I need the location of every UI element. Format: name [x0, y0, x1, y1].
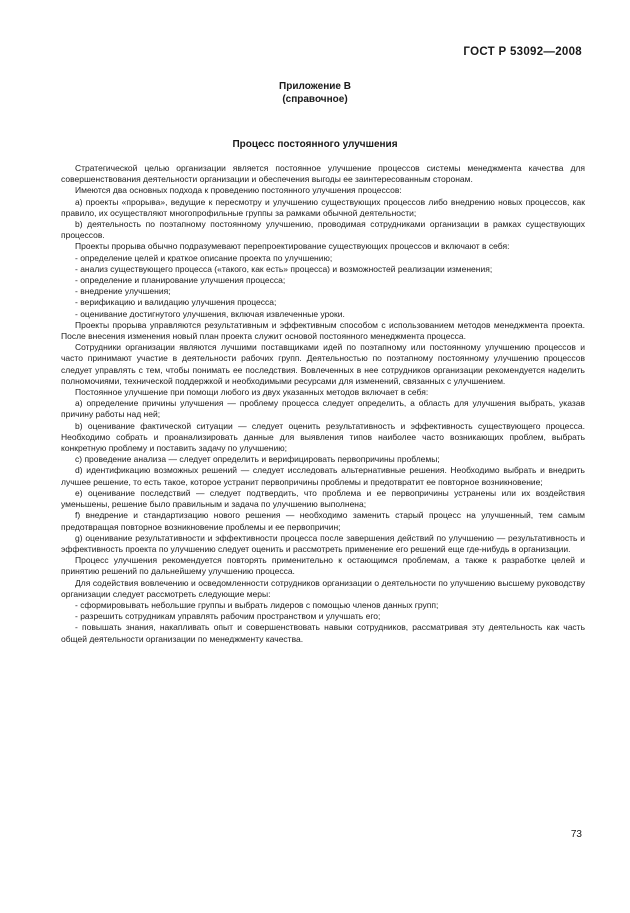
list-item: - разрешить сотрудникам управлять рабочим пространством и улучшать его;: [75, 611, 381, 622]
list-item: - повышать знания, накапливать опыт и совершенствовать навыки сотрудников, рассматривая эту деятельность как часть общей деятельности организации по менеджменту качества.: [61, 622, 585, 644]
list-item: - определение целей и краткое описание проекта по улучшению;: [75, 252, 333, 263]
list-item: - анализ существующего процесса («такого, как есть» процесса) и возможностей реализации изменения;: [75, 263, 493, 274]
paragraph: Проекты прорыва управляются результативным и эффективным способом с использованием методов менеджмента проекта. После внесения изменения новый план проекта служит основой постоянного менеджмента процесса.: [61, 319, 585, 342]
list-item: a) определение причины улучшения — проблему процесса следует определить, а область для улучшения выбрать, указав причину работы над ней;: [61, 398, 585, 420]
appendix-heading: [0, 80, 630, 106]
list-item: - внедрение улучшения;: [75, 286, 171, 297]
paragraph: Имеются два основных подхода к проведению постоянного улучшения процессов:: [75, 185, 402, 196]
list-item: - верификацию и валидацию улучшения процесса;: [75, 297, 277, 308]
list-item: b) оценивание фактической ситуации — следует оценить результативность и эффективность существующего процесса. Необходимо собрать и проанализировать данные для выявления типов наиболее часто возникающих проблем, выбрать конкретную проблему и поставить задачу по улучшению;: [61, 420, 585, 454]
section-title: Процесс постоянного улучшения: [232, 139, 398, 150]
appendix-type: (справочное): [282, 94, 348, 105]
list-item: g) оценивание результативности и эффективности процесса после завершения действий по улучшению — результативность и эффективность проекта по улучшению следует оценить и рассмотреть применение его решений еще где-нибудь в организации.: [61, 532, 585, 554]
list-item: - оценивание достигнутого улучшения, включая извлеченные уроки.: [75, 308, 345, 319]
list-item: - определение и планирование улучшения процесса;: [75, 275, 286, 286]
list-item: d) идентификацию возможных решений — следует исследовать альтернативные решения. Необходимо выбрать и внедрить лучшее решение, то есть такое, которое устранит первопричины проблемы и предотвратит ее повторное возникновение;: [61, 465, 585, 487]
paragraph: Постоянное улучшение при помощи любого из двух указанных методов включает в себя:: [75, 387, 429, 398]
list-item: f) внедрение и стандартизацию нового решения — необходимо заменить старый процесс на улучшенный, тем самым предотвращая повторное возникновение проблемы и ее первопричин;: [61, 510, 585, 532]
list-item: e) оценивание последствий — следует подтвердить, что проблема и ее первопричины устранены или их воздействия уменьшены, решение было правильным и задача по улучшению выполнена;: [61, 487, 585, 510]
list-item: b) деятельность по поэтапному постоянному улучшению, проводимая сотрудниками организации в рамках существующих процессов.: [61, 219, 585, 241]
standard-code: ГОСТ Р 53092—2008: [463, 46, 582, 58]
paragraph: Сотрудники организации являются лучшими поставщиками идей по поэтапному или постоянному улучшению процессов и часто принимают участие в деятельности рабочих групп. Деятельностью по поэтапному постоянному улучшению процессов следует управлять с тем, чтобы понимать ее последствия. Вовлеченных в нее сотрудников организации рекомендуется наделить полномочиями, технической поддержкой и необходимыми ресурсами для изменений, связанных с улучшением.: [61, 342, 585, 386]
paragraph: Проекты прорыва обычно подразумевают перепроектирование существующих процессов и включают в себя:: [75, 241, 510, 252]
appendix-label: Приложение В: [279, 81, 351, 92]
paragraph: Стратегической целью организации является постоянное улучшение процессов системы менеджмента качества для совершенствования деятельности организации и обеспечения выгоды ее заинтересованным сторонам.: [61, 163, 585, 185]
document-body: [61, 163, 585, 645]
list-item: - сформировывать небольшие группы и выбрать лидеров с помощью членов данных групп;: [75, 599, 439, 610]
page-number: 73: [570, 829, 582, 840]
paragraph: Процесс улучшения рекомендуется повторять применительно к остающимся проблемам, а также к разработке целей и принятию решений по дальнейшему улучшению процесса.: [61, 555, 585, 577]
list-item: c) проведение анализа — следует определить и верифицировать первопричины проблемы;: [75, 454, 440, 465]
paragraph: Для содействия вовлечению и осведомленности сотрудников организации о деятельности по улучшению высшему руководству организации следует рассмотреть следующие меры:: [61, 577, 585, 599]
list-item: a) проекты «прорыва», ведущие к пересмотру и улучшению существующих процессов либо внедрению новых процессов, как правило, их осуществляют многопрофильные группы за рамками обычной деятельности;: [61, 196, 585, 218]
